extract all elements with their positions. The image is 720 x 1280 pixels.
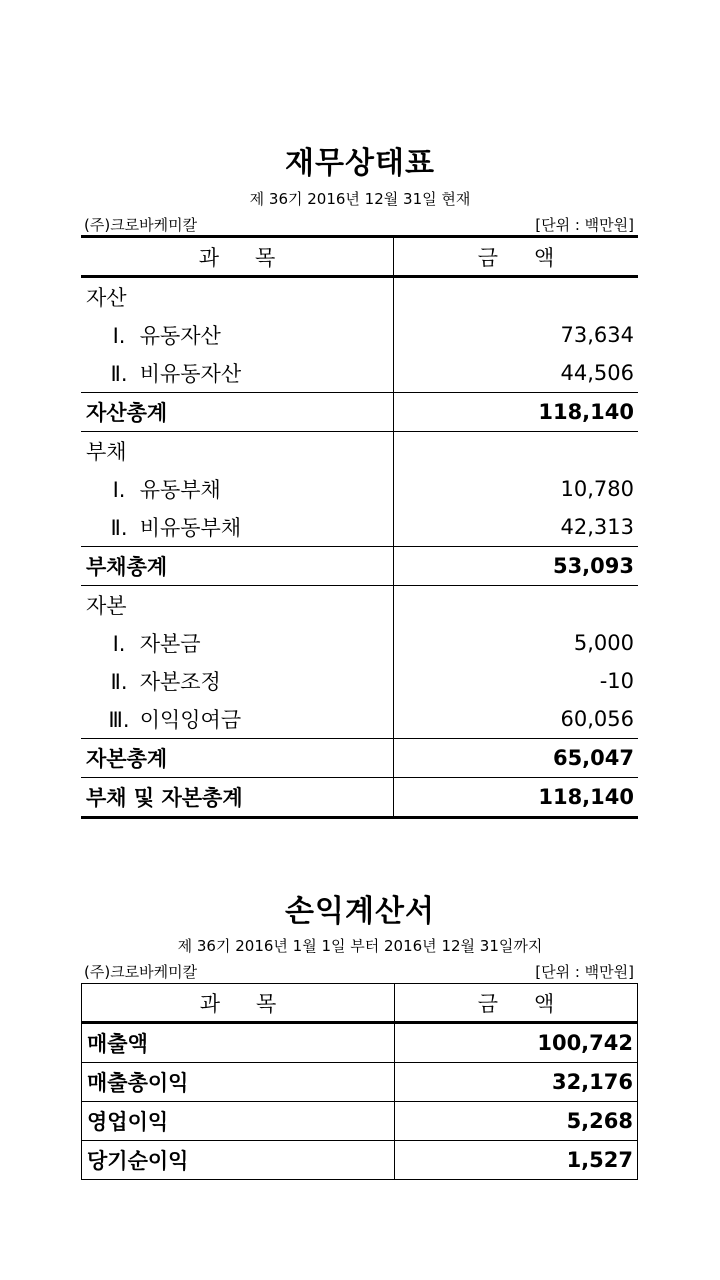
row-label: 자산총계 <box>81 393 394 432</box>
income-statement-unit: [단위 : 백만원] <box>535 963 634 981</box>
row-value: 5,268 <box>566 1109 633 1133</box>
table-row <box>81 624 638 662</box>
table-row <box>81 354 638 393</box>
table-row <box>81 277 638 317</box>
row-value: 5,000 <box>573 631 634 655</box>
row-label: 매출총이익 <box>82 1063 395 1102</box>
balance-sheet-period: 제 36기 2016년 12월 31일 현재 <box>249 190 471 208</box>
income-statement-title: 손익계산서 <box>285 894 435 929</box>
table-row <box>81 470 638 508</box>
row-value: 65,047 <box>552 746 634 770</box>
row-label: 자산 <box>81 277 394 317</box>
row-label: Ⅲ. 이익잉여금 <box>81 700 394 739</box>
table-row <box>82 1102 638 1141</box>
amount-header: 금 액 <box>477 245 555 270</box>
row-number: Ⅱ. <box>110 670 128 694</box>
table-row <box>81 662 638 700</box>
balance-sheet-table <box>81 235 638 819</box>
income-statement-table <box>81 983 638 1180</box>
amount-header: 금 액 <box>477 991 555 1016</box>
balance-sheet-company: (주)크로바케미칼 <box>84 216 198 234</box>
row-value: 73,634 <box>560 323 634 347</box>
item-header: 과 목 <box>81 237 394 277</box>
income-statement-period: 제 36기 2016년 1월 1일 부터 2016년 12월 31일까지 <box>177 937 543 955</box>
balance-sheet-unit: [단위 : 백만원] <box>535 216 634 234</box>
row-value: 44,506 <box>560 361 634 385</box>
row-label: Ⅰ. 유동부채 <box>81 470 394 508</box>
table-row <box>82 1063 638 1102</box>
table-row <box>81 586 638 625</box>
row-value <box>394 432 639 471</box>
total-row <box>81 547 638 586</box>
row-label: 부채 및 자본총계 <box>81 778 394 818</box>
table-row <box>82 1141 638 1180</box>
total-row <box>81 393 638 432</box>
row-number: Ⅰ. <box>112 478 126 502</box>
row-label: Ⅱ. 자본조정 <box>81 662 394 700</box>
total-row <box>81 739 638 778</box>
row-label: 당기순이익 <box>82 1141 395 1180</box>
row-value: 100,742 <box>537 1031 633 1055</box>
table-header-row <box>81 237 638 277</box>
row-number: Ⅱ. <box>110 362 128 386</box>
row-value: 32,176 <box>551 1070 633 1094</box>
row-label: 부채 <box>81 432 394 471</box>
row-number: Ⅰ. <box>112 632 126 656</box>
row-value <box>394 586 639 625</box>
income-statement-company: (주)크로바케미칼 <box>84 963 198 981</box>
row-label: 자본 <box>81 586 394 625</box>
table-row <box>81 316 638 354</box>
row-value <box>394 277 639 317</box>
row-value: 60,056 <box>560 707 634 731</box>
row-label: 영업이익 <box>82 1102 395 1141</box>
item-header: 과 목 <box>82 984 395 1023</box>
table-row <box>81 508 638 547</box>
row-label: 자본총계 <box>81 739 394 778</box>
row-label: Ⅰ. 유동자산 <box>81 316 394 354</box>
grand-total-row <box>81 778 638 818</box>
row-label: 부채총계 <box>81 547 394 586</box>
row-value: 1,527 <box>566 1148 633 1172</box>
balance-sheet-title: 재무상태표 <box>285 146 435 181</box>
row-number: Ⅰ. <box>112 324 126 348</box>
row-label: Ⅰ. 자본금 <box>81 624 394 662</box>
table-row <box>82 1023 638 1063</box>
row-value: 53,093 <box>552 554 634 578</box>
row-value: 10,780 <box>560 477 634 501</box>
row-value: 118,140 <box>538 785 634 809</box>
row-value: -10 <box>599 669 634 693</box>
table-row <box>81 432 638 471</box>
row-value: 118,140 <box>538 400 634 424</box>
row-label: 매출액 <box>82 1023 395 1063</box>
row-number: Ⅱ. <box>110 516 128 540</box>
table-row <box>81 700 638 739</box>
table-header-row <box>82 984 638 1023</box>
row-number: Ⅲ. <box>108 708 130 732</box>
row-label: Ⅱ. 비유동자산 <box>81 354 394 393</box>
row-value: 42,313 <box>560 515 634 539</box>
row-label: Ⅱ. 비유동부채 <box>81 508 394 547</box>
